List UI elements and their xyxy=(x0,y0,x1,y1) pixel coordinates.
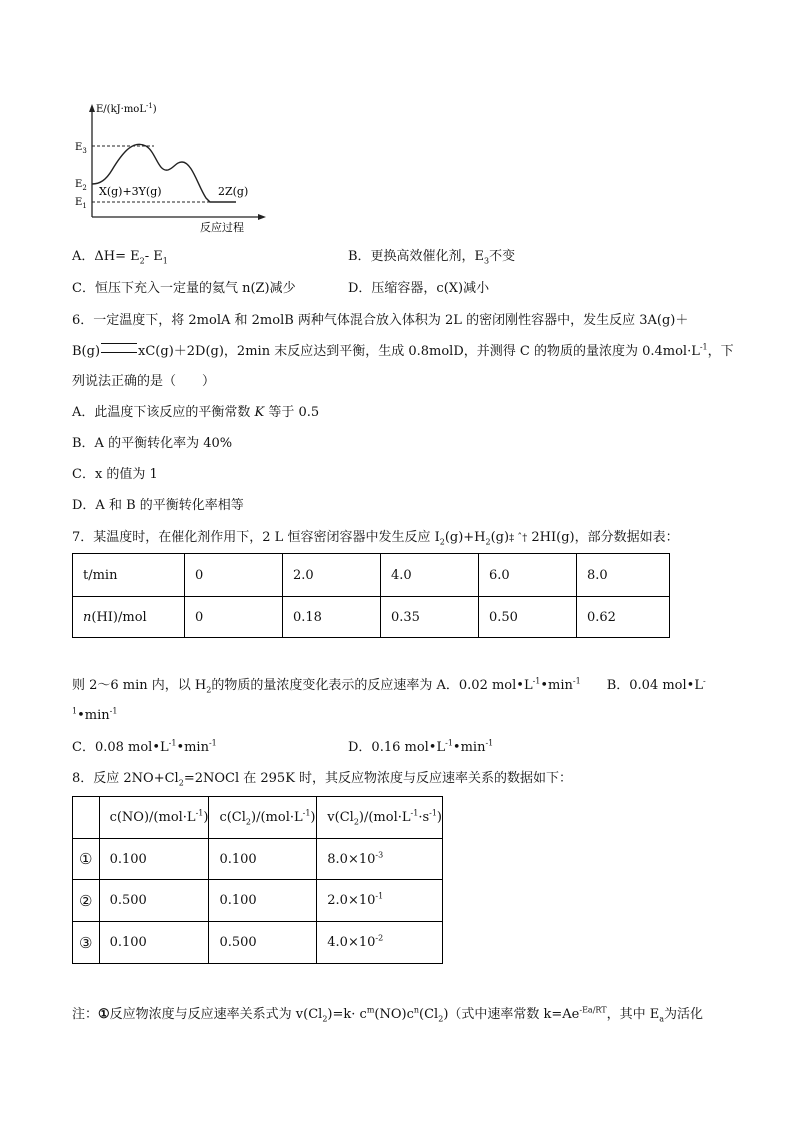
q7-question-cont: $^1•\min^{-1}$ xyxy=(72,706,118,723)
table-row xyxy=(73,880,443,922)
table-row xyxy=(73,597,670,638)
table-row xyxy=(73,839,443,880)
q8-stem: 8．反应 $2NO+Cl_2=2NOCl$ 在 295K 时，其反应物浓度与反应速率关系的数据如下： xyxy=(72,771,573,788)
table-cell: $4.0\times 10^{-2}$ xyxy=(317,922,443,964)
table-cell xyxy=(73,797,100,839)
table-cell: 2.0 xyxy=(283,554,381,597)
table-cell: $v(Cl_2)/(mol\cdot L^{-1}\cdot s^{-1})$ xyxy=(317,797,443,839)
table-cell: 0.100 xyxy=(99,922,209,964)
q6-stem-line3: 列说法正确的是（ ） xyxy=(72,374,216,389)
table-row xyxy=(73,922,443,964)
energy-diagram xyxy=(70,98,270,238)
table-cell: $c(NO)/(mol\cdot L^{-1})$ xyxy=(99,797,209,839)
q6-option-d: D．A 和 B 的平衡转化率相等 xyxy=(72,498,244,513)
table-cell: 0.50 xyxy=(479,597,577,638)
e3-label: $E_3$ xyxy=(75,142,87,155)
table-row xyxy=(73,554,670,597)
table-cell: 0.18 xyxy=(283,597,381,638)
table-cell: $c(Cl_2)/(mol\cdot L^{-1})$ xyxy=(209,797,317,839)
table-cell: 0.100 xyxy=(209,839,317,880)
table-cell: 0.100 xyxy=(209,880,317,922)
table-cell: ③ xyxy=(73,922,100,964)
q7-question: 则 2～6 min 内，以 $H_2$的物质的量浓度变化表示的反应速率为 A．0.02 $mol•L^{-1}•\min^{-1}$ B．0.04 mol•L- xyxy=(72,676,706,695)
q5-option-c: C．恒压下充入一定量的氦气 n(Z)减少 xyxy=(72,281,296,296)
q5-option-a: A．$\Delta H= E_2-$ $E_1$ xyxy=(72,249,168,266)
q6-option-a: A．此温度下该反应的平衡常数 K 等于 0.5 xyxy=(72,405,320,420)
y-axis-arrow xyxy=(89,104,95,112)
table-cell: $8.0\times 10^{-3}$ xyxy=(317,839,443,880)
q7-option-d: D．0.16 $mol•L^{-1}•\min^{-1}$ xyxy=(348,738,494,755)
table-cell: 0.500 xyxy=(99,880,209,922)
q6-option-b: B．A 的平衡转化率为 40% xyxy=(72,436,233,451)
q6-option-c: C．x 的值为 1 xyxy=(72,467,158,482)
table-cell: t/min xyxy=(73,554,185,597)
products-label: 2Z(g) xyxy=(218,185,249,198)
table-row xyxy=(73,797,443,839)
table-cell: 0 xyxy=(185,554,283,597)
q6-stem-line1: 6．一定温度下，将 2molA 和 2molB 两种气体混合放入体积为 2L 的密闭刚性容器中，发生反应 3A(g)＋ xyxy=(72,313,689,328)
y-axis-label: E/(kJ·moL$^{-1}$) xyxy=(96,102,157,115)
e1-label: $E_1$ xyxy=(75,197,87,210)
q5-option-b: B．更换高效催化剂，$E_3$不变 xyxy=(348,249,516,266)
q7-data-table xyxy=(72,553,670,638)
table-cell: 0.62 xyxy=(577,597,670,638)
q7-option-c: C．0.08 $mol•L^{-1}•\min^{-1}$ xyxy=(72,738,217,755)
table-cell: n(HI)/mol xyxy=(73,597,185,638)
table-cell: 0 xyxy=(185,597,283,638)
table-cell: 0.100 xyxy=(99,839,209,880)
x-axis-label: 反应过程 xyxy=(200,221,244,234)
q7-stem: 7．某温度时，在催化剂作用下，2 L 恒容密闭容器中发生反应 $I_2(g)+H_2(g)\ddagger$ ˆ† 2HI(g)，部分数据如表： xyxy=(72,530,679,547)
table-cell: 0.500 xyxy=(209,922,317,964)
reactants-label: X(g)+3Y(g) xyxy=(99,185,162,198)
table-cell: ② xyxy=(73,880,100,922)
table-cell: 0.35 xyxy=(381,597,479,638)
note-line: 注：①反应物浓度与反应速率关系式为 $v(Cl_2)=k\cdot c^m(NO)c^n(Cl_2)$（式中速率常数 $k=Ae^{-Ea/RT}$，其中 $E_a$为活化 xyxy=(72,1005,704,1024)
e2-label: $E_2$ xyxy=(75,179,87,192)
q5-option-d: D．压缩容器，c(X)减小 xyxy=(348,281,490,296)
table-cell: 4.0 xyxy=(381,554,479,597)
table-cell: ① xyxy=(73,839,100,880)
q8-data-table xyxy=(72,796,443,964)
equilibrium-arrow-icon xyxy=(101,343,137,353)
x-axis-arrow xyxy=(258,214,266,220)
table-cell: 8.0 xyxy=(577,554,670,597)
table-cell: $2.0\times 10^{-1}$ xyxy=(317,880,443,922)
q6-stem-line2: B(g) xC(g)＋2D(g)，2min 末反应达到平衡，生成 0.8molD，并测得 C 的物质的量浓度为 $0.4mol\cdot L^{-1}$，下 xyxy=(72,342,734,359)
table-cell: 6.0 xyxy=(479,554,577,597)
